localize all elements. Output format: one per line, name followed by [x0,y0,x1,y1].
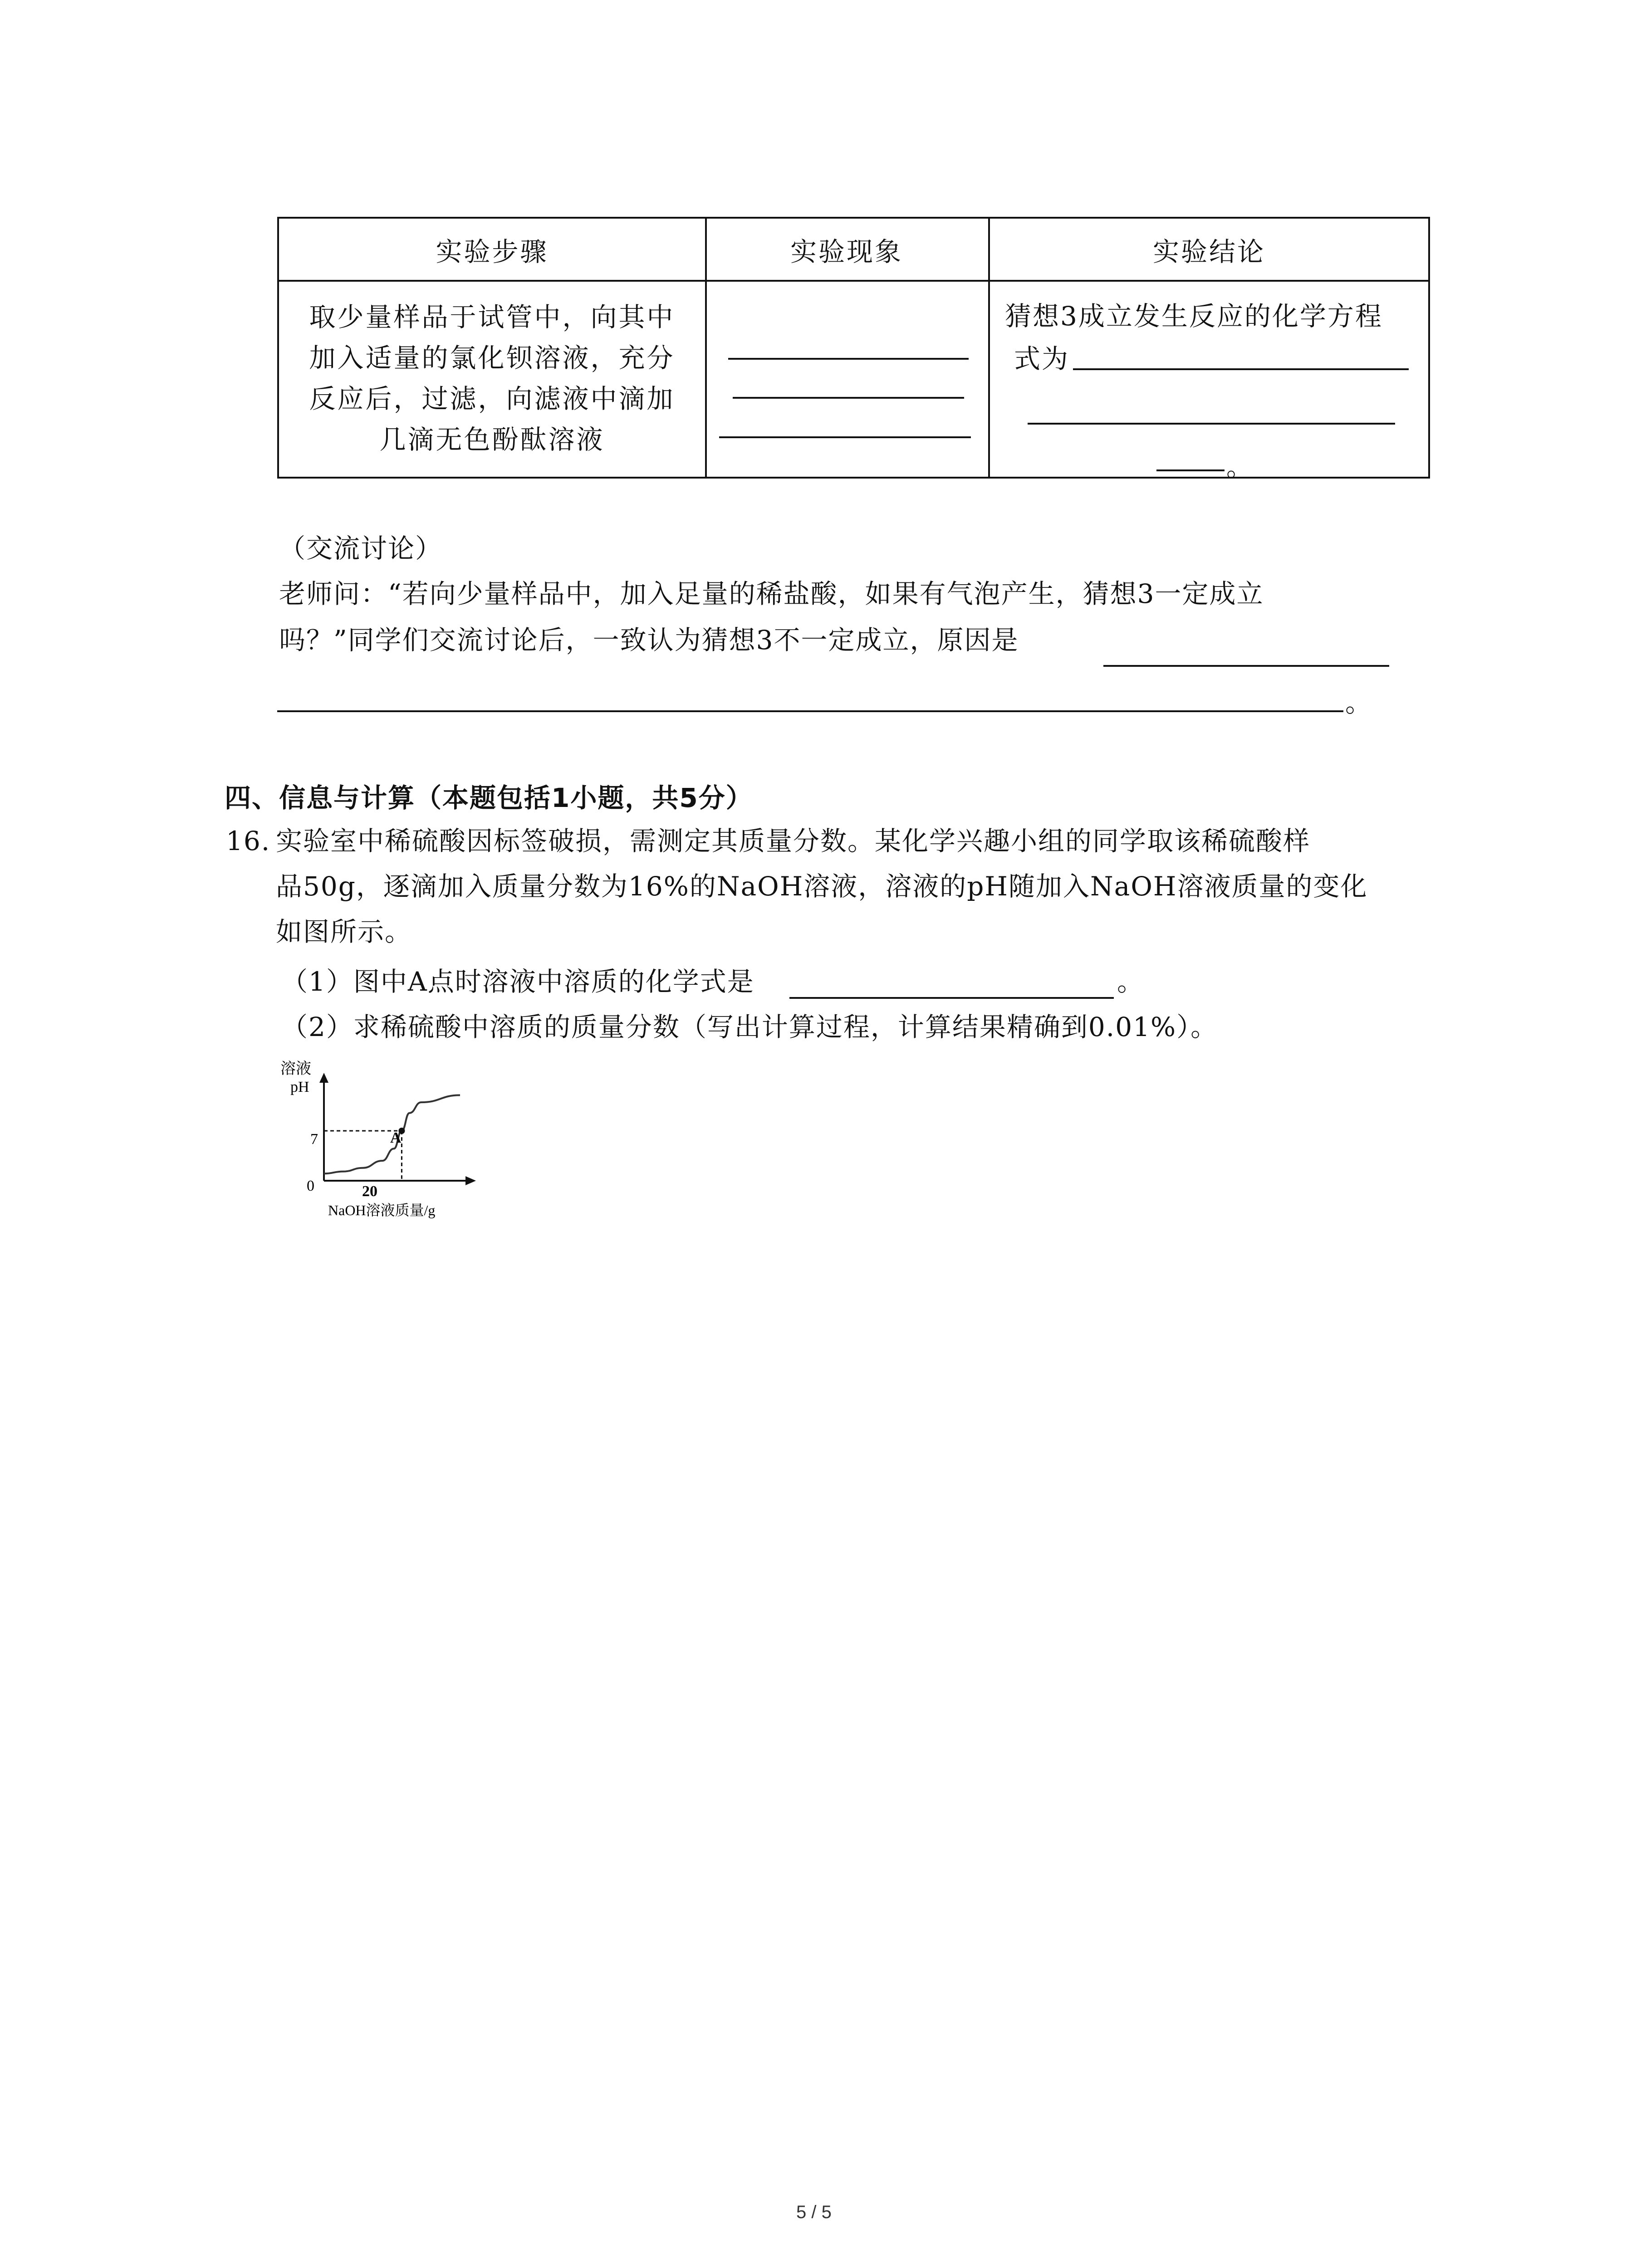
ph-titration-chart [280,1060,489,1228]
ph-chart-svg [280,1060,489,1228]
question-line-1: 实验室中稀硫酸因标签破损，需测定其质量分数。某化学兴趣小组的同学取该稀硫酸样 [276,826,1311,856]
table-cell-steps [279,280,705,477]
page-number: 5 / 5 [796,2202,832,2222]
question-line-2: 品50g，逐滴加入质量分数为16%的NaOH溶液，溶液的pH随加入NaOH溶液质量的变化 [276,871,1368,902]
subquestion-2: （2）求稀硫酸中溶质的质量分数（写出计算过程，计算结果精确到0.01%）。 [281,1012,1218,1042]
point-label: A [390,1129,402,1146]
conclusion-line-1: 猜想3成立发生反应的化学方程 [1005,301,1383,332]
steps-line: 几滴无色酚酞溶液 [379,424,605,455]
subquestion-1: （1）图中A点时溶液中溶质的化学式是 [281,966,754,997]
subquestion-1-end-mark: 。 [1117,966,1145,997]
x-axis-arrow [465,1176,476,1185]
reason-answer-blank-2[interactable] [277,710,1343,712]
conclusion-line-2: 式为 [1014,343,1070,374]
steps-line: 取少量样品于试管中，向其中 [309,302,675,332]
experiment-table [277,217,1430,482]
phenomenon-answer-blank-2[interactable] [733,397,964,399]
phenomenon-answer-blank-3[interactable] [719,436,971,438]
phenomenon-answer-blank-1[interactable] [728,358,969,360]
table-header-conclusion: 实验结论 [1152,236,1265,267]
equation-answer-blank-2[interactable] [1028,423,1395,425]
steps-line: 加入适量的氯化钡溶液，充分 [309,342,675,373]
table-header-phenomenon: 实验现象 [790,236,903,267]
y-tick-label: 7 [310,1131,318,1148]
conclusion-end-mark: 。 [1226,451,1254,482]
equation-answer-blank-1[interactable] [1073,368,1409,370]
equation-answer-blank-3[interactable] [1156,469,1225,471]
y-axis-label-1: 溶液 [280,1061,311,1077]
reason-answer-blank-1[interactable] [1103,665,1389,667]
discussion-heading: （交流讨论） [279,533,443,564]
x-tick-label: 20 [362,1183,377,1200]
section-title: 四、信息与计算（本题包括1小题，共5分） [225,782,753,813]
formula-answer-blank[interactable] [789,997,1114,999]
question-number: 16. [226,826,271,856]
question-line-3: 如图所示。 [276,916,412,947]
discussion-line-1: 老师问：“若向少量样品中，加入足量的稀盐酸，如果有气泡产生，猜想3一定成立 [279,578,1264,609]
steps-line: 反应后，过滤，向滤液中滴加 [309,383,675,414]
y-axis-arrow [319,1073,328,1083]
origin-label: 0 [307,1178,314,1194]
discussion-line-2: 吗？”同学们交流讨论后，一致认为猜想3不一定成立，原因是 [279,625,1019,655]
table-header-steps: 实验步骤 [436,236,549,267]
reason-end-mark: 。 [1345,687,1373,718]
y-axis-label-2: pH [290,1079,309,1095]
x-axis-label: NaOH溶液质量/g [328,1202,436,1218]
